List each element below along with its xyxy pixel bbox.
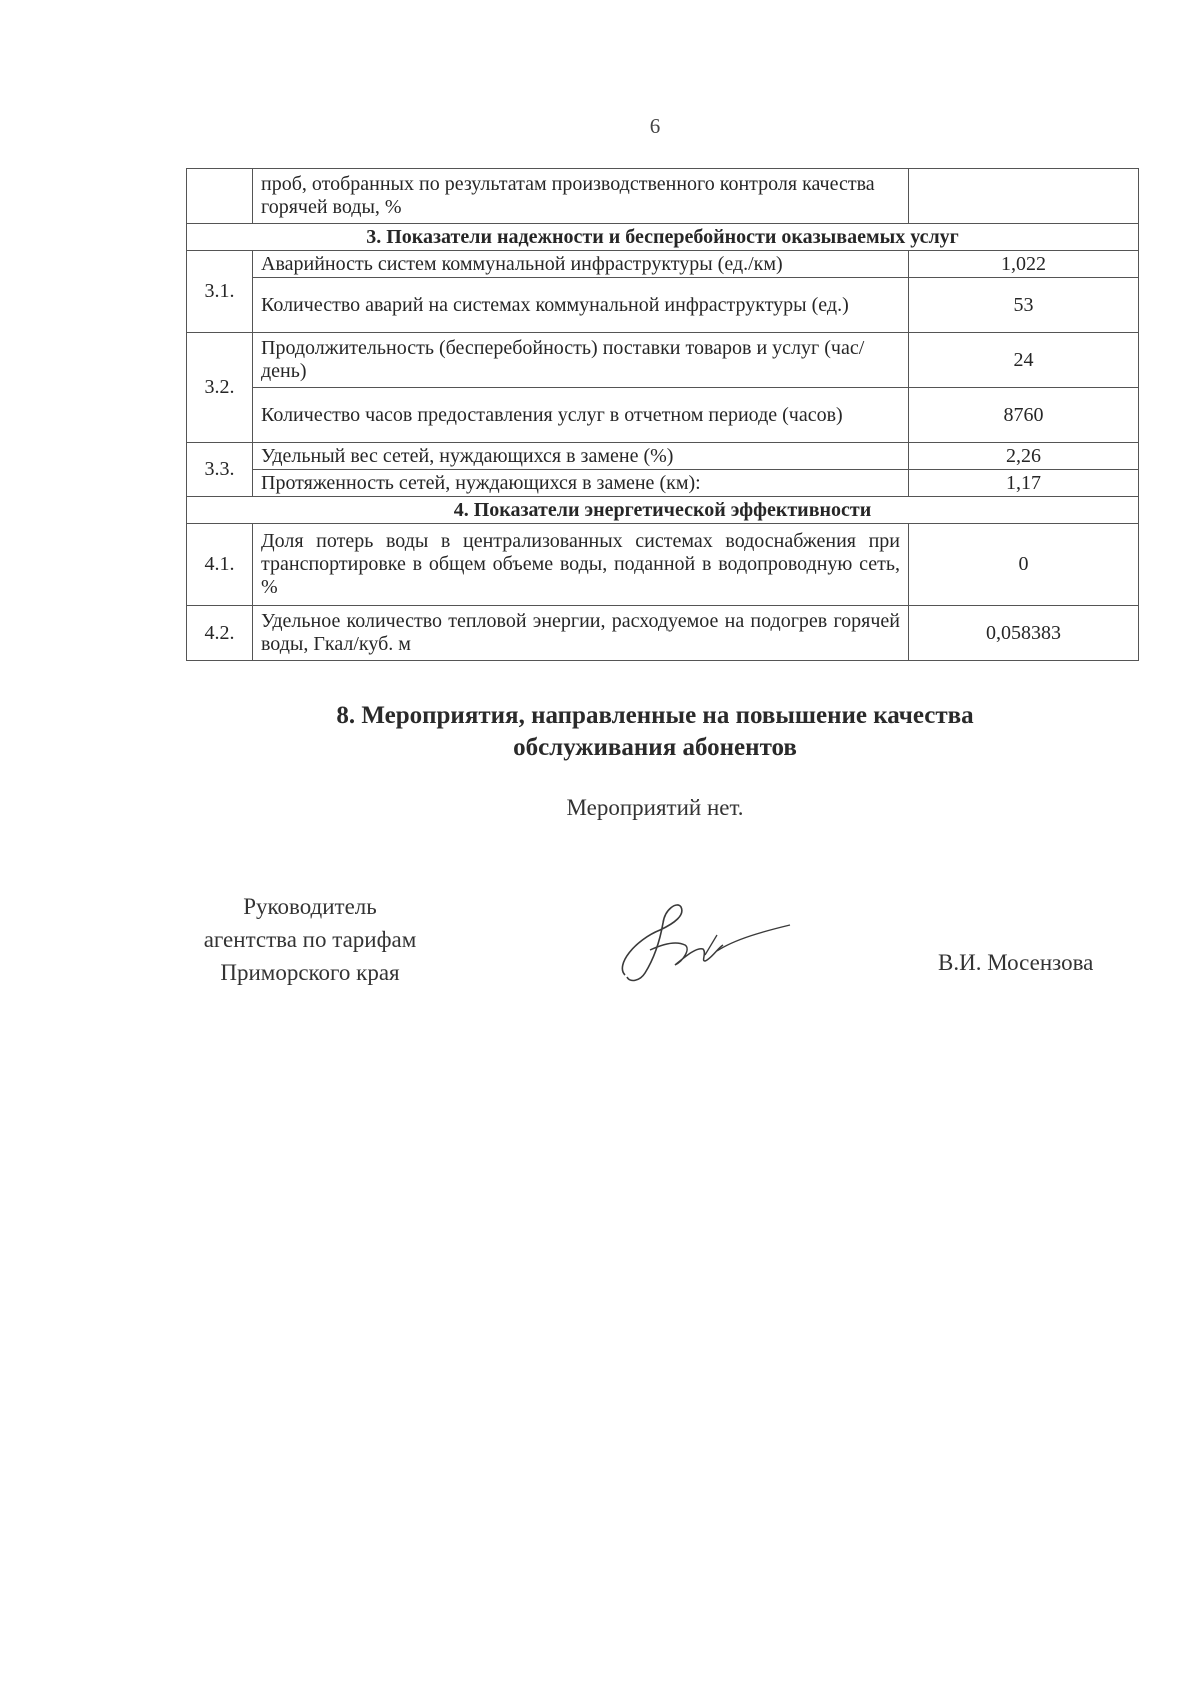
table-row <box>187 333 1139 388</box>
table-row <box>187 524 1139 606</box>
signer-title-line-2: агентства по тарифам <box>203 927 417 952</box>
section-4-title: 4. Показатели энергетической эффективности <box>187 497 1139 524</box>
row-number-4-2: 4.2. <box>187 606 253 661</box>
table-row <box>187 470 1139 497</box>
section-3-title: 3. Показатели надежности и бесперебойности оказываемых услуг <box>187 224 1139 251</box>
signer-title-line-1: Руководитель <box>243 894 377 919</box>
row-number-cell <box>187 169 253 224</box>
indicator-name-cell: Доля потерь воды в централизованных системах водоснабжения при транспортировке в общем объеме воды, поданной в водопроводную сеть, % <box>253 524 909 606</box>
indicator-value-cell: 1,022 <box>909 251 1139 278</box>
indicator-name-cell: Продолжительность (бесперебойность) поставки товаров и услуг (час/день) <box>253 333 909 388</box>
row-number-3-1: 3.1. <box>187 251 253 333</box>
section-4-header-row <box>187 497 1139 524</box>
indicator-value-cell: 53 <box>909 278 1139 333</box>
indicator-value-cell: 0 <box>909 524 1139 606</box>
signer-title-line-3: Приморского края <box>220 960 400 985</box>
indicator-value-cell: 2,26 <box>909 443 1139 470</box>
indicator-name-cell: Удельное количество тепловой энергии, расходуемое на подогрев горячей воды, Гкал/куб. м <box>253 606 909 661</box>
section-8-body: Мероприятий нет. <box>566 795 744 820</box>
table-row <box>187 251 1139 278</box>
indicator-name-cell: Протяженность сетей, нуждающихся в замене (км): <box>253 470 909 497</box>
row-number-4-1: 4.1. <box>187 524 253 606</box>
indicator-value-cell: 24 <box>909 333 1139 388</box>
row-number-3-2: 3.2. <box>187 333 253 443</box>
indicator-value-cell: 1,17 <box>909 470 1139 497</box>
section-3-header-row <box>187 224 1139 251</box>
indicator-name-cell: Аварийность систем коммунальной инфраструктуры (ед./км) <box>253 251 909 278</box>
indicator-name-cell: Удельный вес сетей, нуждающихся в замене (%) <box>253 443 909 470</box>
table-row <box>187 443 1139 470</box>
indicators-table <box>186 168 1139 661</box>
indicator-value-cell <box>909 169 1139 224</box>
signer-position <box>170 890 450 989</box>
section-8-title-line-1: 8. Мероприятия, направленные на повышение качества <box>336 702 974 729</box>
page-number: 6 <box>649 114 661 138</box>
table-row <box>187 606 1139 661</box>
indicator-name-cell: проб, отобранных по результатам производственного контроля качества горячей воды, % <box>253 169 909 224</box>
indicator-name-cell: Количество аварий на системах коммунальной инфраструктуры (ед.) <box>253 278 909 333</box>
indicator-value-cell: 8760 <box>909 388 1139 443</box>
signer-name: В.И. Мосензова <box>938 950 1094 975</box>
indicator-value-cell: 0,058383 <box>909 606 1139 661</box>
table-row <box>187 388 1139 443</box>
table-row <box>187 278 1139 333</box>
section-8-heading <box>200 700 1110 764</box>
handwritten-signature <box>605 895 795 995</box>
row-number-3-3: 3.3. <box>187 443 253 497</box>
table-row <box>187 169 1139 224</box>
section-8-title-line-2: обслуживания абонентов <box>513 734 797 761</box>
indicator-name-cell: Количество часов предоставления услуг в отчетном периоде (часов) <box>253 388 909 443</box>
